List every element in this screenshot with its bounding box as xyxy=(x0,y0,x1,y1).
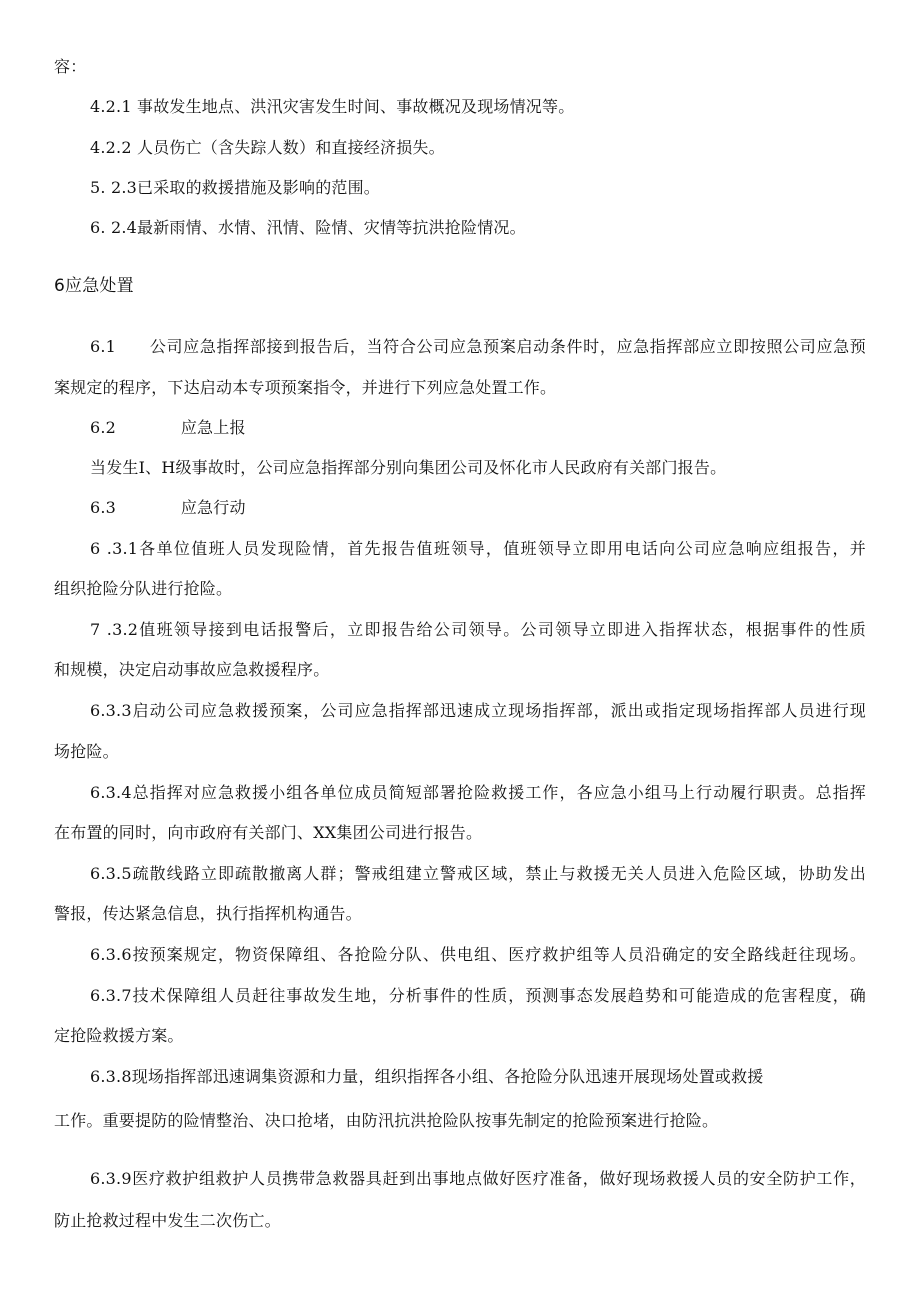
section-item-2-3: 5. 2.3已采取的救援措施及影响的范围。 xyxy=(90,178,380,197)
paragraph-line: 案规定的程序，下达启动本专项预案指令，并进行下列应急处置工作。 xyxy=(54,378,557,397)
paragraph-line: 6 .3.1各单位值班人员发现险情，首先报告值班领导，值班领导立即用电话向公司应急响应组报告，并 xyxy=(90,539,866,558)
paragraph-line: 和规模，决定启动事故应急救援程序。 xyxy=(54,660,330,679)
paragraph-line: 当发生I、H级事故时，公司应急指挥部分别向集团公司及怀化市人民政府有关部门报告。 xyxy=(90,458,727,477)
section-item-6-3: 6.3 应急行动 xyxy=(90,498,246,517)
paragraph-line: 防止抢救过程中发生二次伤亡。 xyxy=(54,1211,281,1230)
paragraph-line: 警报，传达紧急信息，执行指挥机构通告。 xyxy=(54,904,362,923)
paragraph-line: 7 .3.2值班领导接到电话报警后，立即报告给公司领导。公司领导立即进入指挥状态，根据事件的性质 xyxy=(90,620,866,639)
section-item-4-2-2: 4.2.2 人员伤亡（含失踪人数）和直接经济损失。 xyxy=(90,138,445,157)
paragraph-line: 6.3.5疏散线路立即疏散撤离人群；警戒组建立警戒区域，禁止与救援无关人员进入危险区域，协助发出 xyxy=(90,864,866,883)
paragraph-line: 6.3.8现场指挥部迅速调集资源和力量，组织指挥各小组、各抢险分队迅速开展现场处置或救援 xyxy=(90,1067,764,1086)
paragraph-line: 6.1 公司应急指挥部接到报告后，当符合公司应急预案启动条件时，应急指挥部应立即按照公司应急预 xyxy=(90,337,866,356)
paragraph-line: 定抢险救援方案。 xyxy=(54,1026,184,1045)
section-heading-emergency-response: 6应急处置 xyxy=(54,276,134,296)
paragraph-line: 在布置的同时，向市政府有关部门、XX集团公司进行报告。 xyxy=(54,823,483,842)
section-item-2-4: 6. 2.4最新雨情、水情、汛情、险情、灾情等抗洪抢险情况。 xyxy=(90,218,526,237)
paragraph-line: 6.3.9医疗救护组救护人员携带急救器具赶到出事地点做好医疗准备，做好现场救援人员的安全防护工作， xyxy=(90,1169,866,1188)
paragraph-line: 工作。重要提防的险情整治、决口抢堵，由防汛抗洪抢险队按事先制定的抢险预案进行抢险。 xyxy=(54,1111,719,1130)
paragraph-line: 6.3.3启动公司应急救援预案，公司应急指挥部迅速成立现场指挥部，派出或指定现场指挥部人员进行现 xyxy=(90,701,866,720)
section-item-6-2: 6.2 应急上报 xyxy=(90,418,246,437)
paragraph-line: 6.3.7技术保障组人员赶往事故发生地，分析事件的性质，预测事态发展趋势和可能造成的危害程度，确 xyxy=(90,986,866,1005)
paragraph-line: 6.3.6按预案规定，物资保障组、各抢险分队、供电组、医疗救护组等人员沿确定的安全路线赶往现场。 xyxy=(90,945,866,964)
paragraph-line: 6.3.4总指挥对应急救援小组各单位成员简短部署抢险救援工作，各应急小组马上行动履行职责。总指挥 xyxy=(90,783,866,802)
paragraph-line: 组织抢险分队进行抢险。 xyxy=(54,579,233,598)
text-line: 容： xyxy=(54,57,87,76)
paragraph-line: 场抢险。 xyxy=(54,742,119,761)
section-item-4-2-1: 4.2.1 事故发生地点、洪汛灾害发生时间、事故概况及现场情况等。 xyxy=(90,97,575,116)
